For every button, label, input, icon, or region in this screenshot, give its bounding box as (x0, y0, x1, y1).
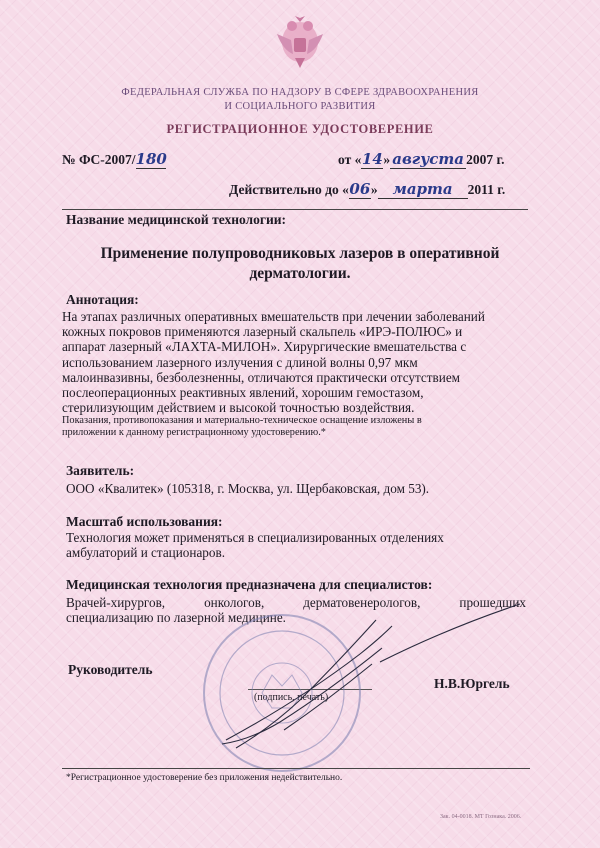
annotation-line: кожных покровов применяются лазерный скальпель «ИРЭ-ПОЛЮС» и (62, 324, 463, 340)
valid-until-label: Действительно до « (229, 182, 349, 197)
annotation-line: послеоперационных реактивных явлений, хорошим гемостазом, (62, 385, 424, 401)
specialists-line1: Врачей-хирургов, онкологов, дерматовенерологов, прошедших (66, 595, 526, 610)
annotation-line: На этапах различных оперативных вмешательств при лечении заболеваний (62, 309, 485, 324)
valid-until-mid: » (370, 182, 378, 197)
round-stamp (204, 615, 360, 771)
annotation-line: использованием лазерного излучения с длиной волны 0,97 мкм (62, 354, 418, 370)
signer-name: Н.В.Юргель (434, 676, 510, 691)
registration-number-prefix: № ФС-2007/ (62, 152, 136, 167)
technology-title-line2: дерматологии. (249, 265, 351, 282)
annotation-line: стерилизующим действием и высокой точностью воздействия. (62, 400, 415, 416)
applicant-heading: Заявитель: (66, 463, 135, 478)
signature-caption: (подпись, печать) (254, 692, 329, 703)
annotation-line: аппарат лазерный «ЛАХТА-МИЛОН». Хирургические вмешательства с (62, 339, 467, 355)
signature-strokes (222, 604, 520, 748)
technology-title-line1: Применение полупроводниковых лазеров в оперативной (100, 245, 500, 262)
certificate-title: РЕГИСТРАЦИОННОЕ УДОСТОВЕРЕНИЕ (166, 122, 434, 136)
agency-name-line2: И СОЦИАЛЬНОГО РАЗВИТИЯ (224, 101, 376, 112)
annotation-note-line1: Показания, противопоказания и материально-техническое оснащение изложены в (62, 415, 422, 427)
scale-heading: Масштаб использования: (66, 514, 223, 529)
issue-date-month: августа (390, 150, 466, 169)
specialists-line2: специализацию по лазерной медицине. (66, 610, 286, 626)
valid-until-month: марта (378, 180, 468, 199)
footnote: *Регистрационное удостоверение без приложения недействительно. (66, 773, 343, 783)
print-mark: Зак. 04-0018. МТ Гознака. 2006. (440, 814, 522, 820)
divider-bottom (62, 768, 530, 769)
applicant-text: ООО «Квалитек» (105318, г. Москва, ул. Щербаковская, дом 53). (66, 481, 430, 496)
annotation-line: малоинвазивны, безболезненны, отличаются практически отсутствием (62, 369, 461, 385)
specialists-heading: Медицинская технология предназначена для специалистов: (66, 577, 433, 592)
valid-until-day: 06 (349, 180, 371, 198)
technology-name-label: Название медицинской технологии: (66, 212, 287, 227)
issue-date-year: 2007 г. (466, 152, 505, 167)
issue-date-label: от « (338, 152, 362, 167)
head-label: Руководитель (68, 662, 153, 677)
scale-line2: амбулаторий и стационаров. (66, 545, 226, 561)
scale-line1: Технология может применяться в специализированных отделениях (66, 530, 444, 545)
issue-date-day: 14 (361, 150, 383, 168)
agency-name-line1: ФЕДЕРАЛЬНАЯ СЛУЖБА ПО НАДЗОРУ В СФЕРЕ ЗДРАВООХРАНЕНИЯ (121, 87, 479, 98)
annotation-heading: Аннотация: (66, 292, 139, 307)
issue-date-mid: » (383, 152, 391, 167)
registration-number-value: 180 (135, 150, 167, 168)
annotation-note-line2: приложении к данному регистрационному удостоверению.* (62, 427, 326, 439)
valid-until-year: 2011 г. (467, 182, 506, 197)
